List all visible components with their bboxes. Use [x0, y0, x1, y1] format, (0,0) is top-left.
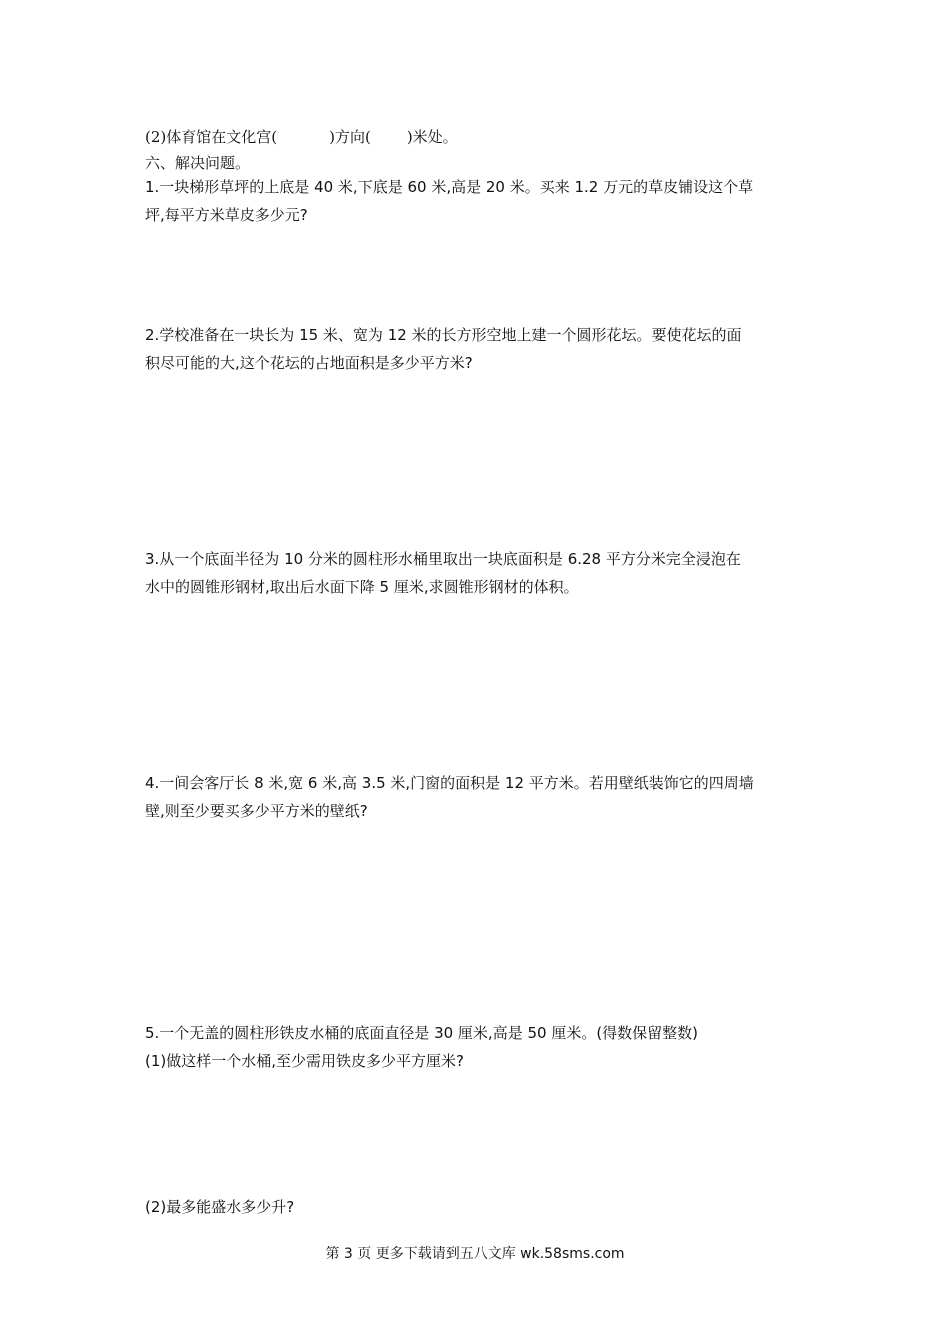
problem-2-line-1: 2.学校准备在一块长为 15 米、宽为 12 米的长方形空地上建一个圆形花坛。要使花坛的面 [145, 326, 742, 344]
problem-5-sub-2: (2)最多能盛水多少升? [145, 1198, 295, 1216]
q2-text-part-1: (2)体育馆在文化宫( [145, 128, 278, 146]
q2-text-part-2: )方向( [329, 128, 371, 146]
problem-4-line-2: 壁,则至少要买多少平方米的壁纸? [145, 802, 368, 820]
section-title: 六、解决问题。 [145, 154, 251, 172]
problem-1-line-2: 坪,每平方米草皮多少元? [145, 206, 308, 224]
q2-text-part-3: )米处。 [406, 128, 458, 146]
problem-1-line-1: 1.一块梯形草坪的上底是 40 米,下底是 60 米,高是 20 米。买来 1.2 万元的草皮铺设这个草 [145, 178, 754, 196]
problem-2-line-2: 积尽可能的大,这个花坛的占地面积是多少平方米? [145, 354, 473, 372]
problem-3-line-1: 3.从一个底面半径为 10 分米的圆柱形水桶里取出一块底面积是 6.28 平方分米完全浸泡在 [145, 550, 741, 568]
page-footer: 第 3 页 更多下载请到五八文库 wk.58sms.com [325, 1246, 625, 1262]
problem-3-line-2: 水中的圆锥形钢材,取出后水面下降 5 厘米,求圆锥形钢材的体积。 [145, 578, 579, 596]
problem-5-sub-1: (1)做这样一个水桶,至少需用铁皮多少平方厘米? [145, 1052, 464, 1070]
problem-4-line-1: 4.一间会客厅长 8 米,宽 6 米,高 3.5 米,门窗的面积是 12 平方米。若用壁纸装饰它的四周墙 [145, 774, 754, 792]
problem-5-line-1: 5.一个无盖的圆柱形铁皮水桶的底面直径是 30 厘米,高是 50 厘米。(得数保留整数) [145, 1024, 699, 1042]
